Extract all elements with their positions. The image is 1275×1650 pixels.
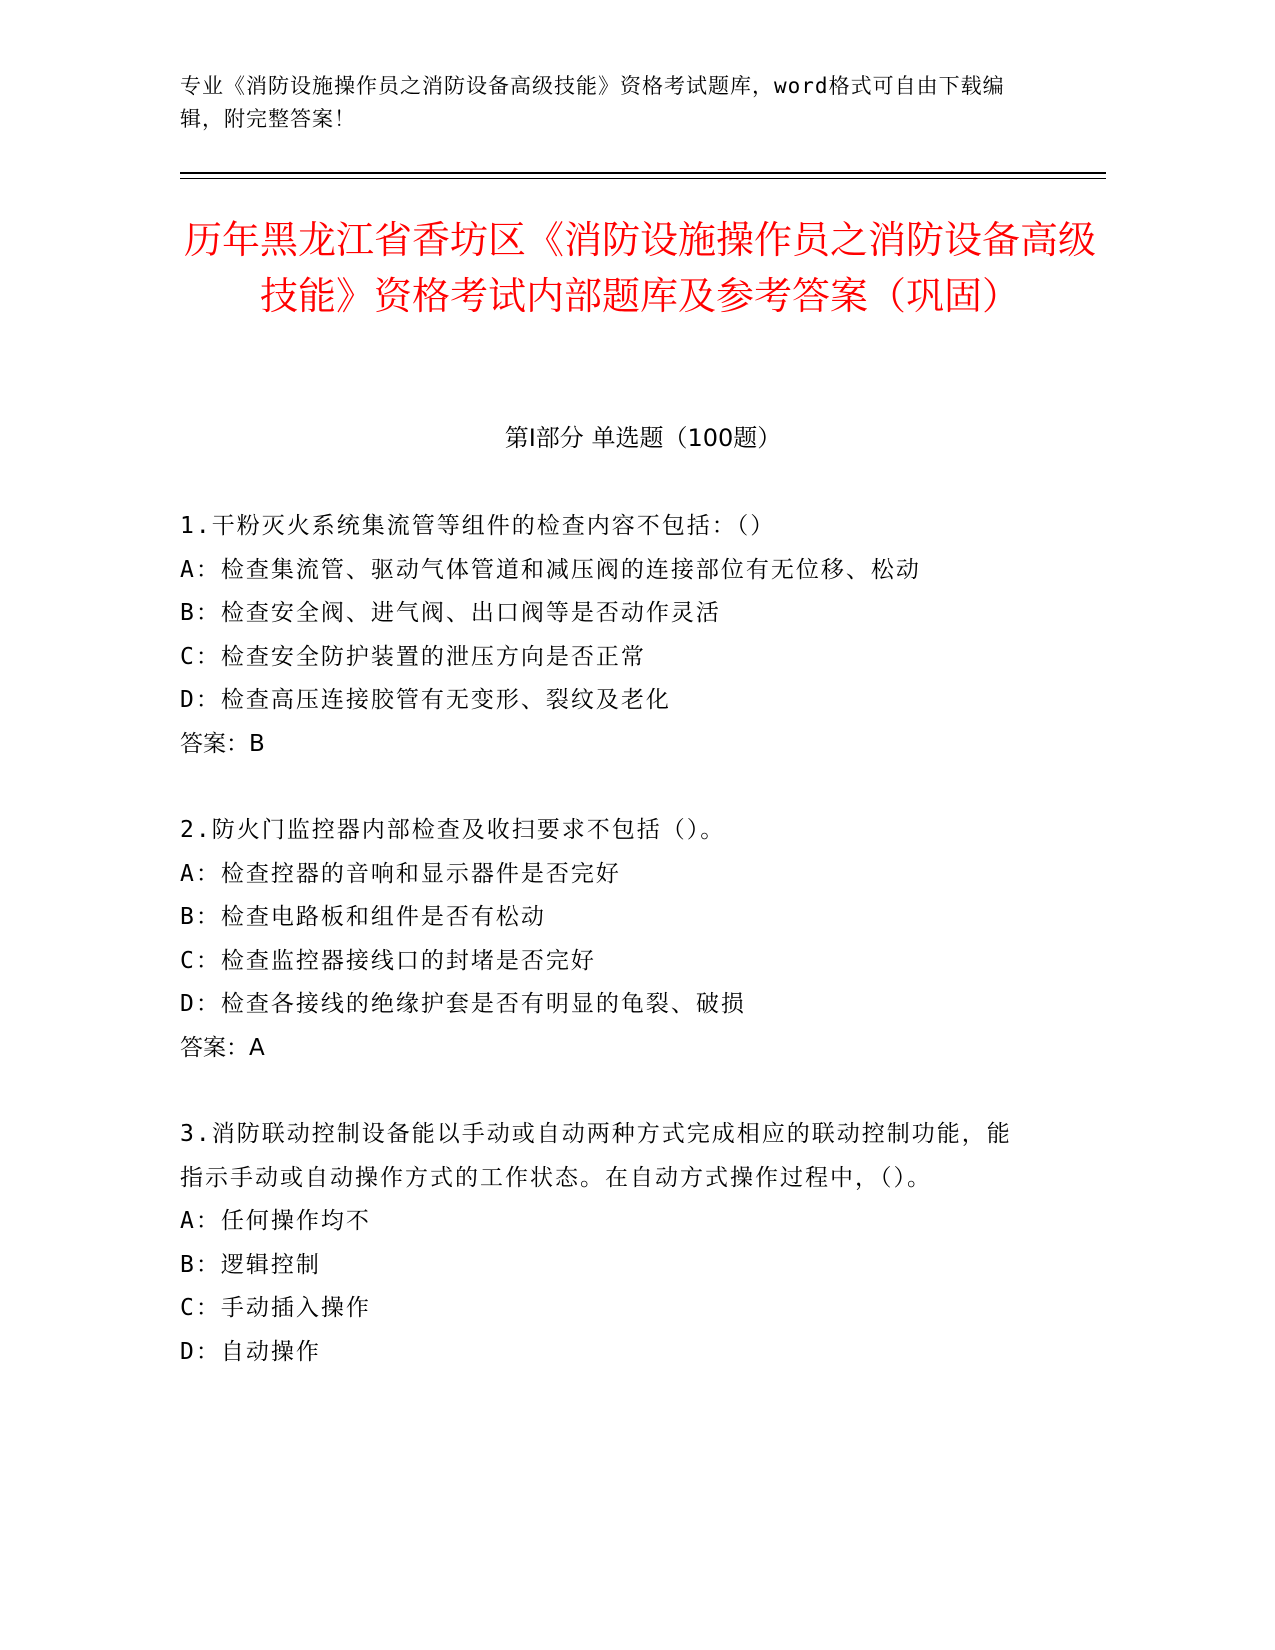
document-title: 历年黑龙江省香坊区《消防设施操作员之消防设备高级技能》资格考试内部题库及参考答案（巩固）: [183, 218, 1096, 318]
question-2: [180, 809, 1020, 1070]
option-c: C：检查监控器接线口的封堵是否完好: [180, 947, 596, 974]
answer: 答案：B: [180, 730, 265, 757]
header-rule-thin: [180, 178, 1106, 179]
option-a: A：检查控器的音响和显示器件是否完好: [180, 860, 621, 887]
option-b: B：检查电路板和组件是否有松动: [180, 904, 546, 930]
option-d: D：检查高压连接胶管有无变形、裂纹及老化: [180, 687, 671, 713]
option-b: B：逻辑控制: [180, 1251, 321, 1278]
question-3: [180, 1113, 1020, 1374]
question-1: [180, 505, 1020, 766]
question-stem: 3.消防联动控制设备能以手动或自动两种方式完成相应的联动控制功能，能指示手动或自动操作方式的工作状态。在自动方式操作过程中，（）。: [180, 1121, 1012, 1191]
option-c: C：检查安全防护装置的泄压方向是否正常: [180, 643, 646, 670]
option-a: A：检查集流管、驱动气体管道和减压阀的连接部位有无位移、松动: [180, 556, 921, 583]
question-stem: 1.干粉灭火系统集流管等组件的检查内容不包括：（）: [180, 513, 776, 539]
question-list: [180, 505, 1020, 1417]
page-header: 专业《消防设施操作员之消防设备高级技能》资格考试题库，word格式可自由下载编辑，附完整答案！: [180, 74, 1005, 131]
option-a: A：任何操作均不: [180, 1208, 371, 1234]
option-c: C：手动插入操作: [180, 1295, 371, 1321]
question-stem: 2.防火门监控器内部检查及收扫要求不包括（）。: [180, 817, 726, 843]
section-title: 第Ⅰ部分 单选题（100题）: [504, 424, 782, 452]
option-b: B：检查安全阀、进气阀、出口阀等是否动作灵活: [180, 600, 721, 626]
option-d: D：自动操作: [180, 1338, 321, 1365]
answer: 答案：A: [180, 1034, 265, 1061]
option-d: D：检查各接线的绝缘护套是否有明显的龟裂、破损: [180, 991, 746, 1017]
header-rule-thick: [180, 172, 1106, 174]
